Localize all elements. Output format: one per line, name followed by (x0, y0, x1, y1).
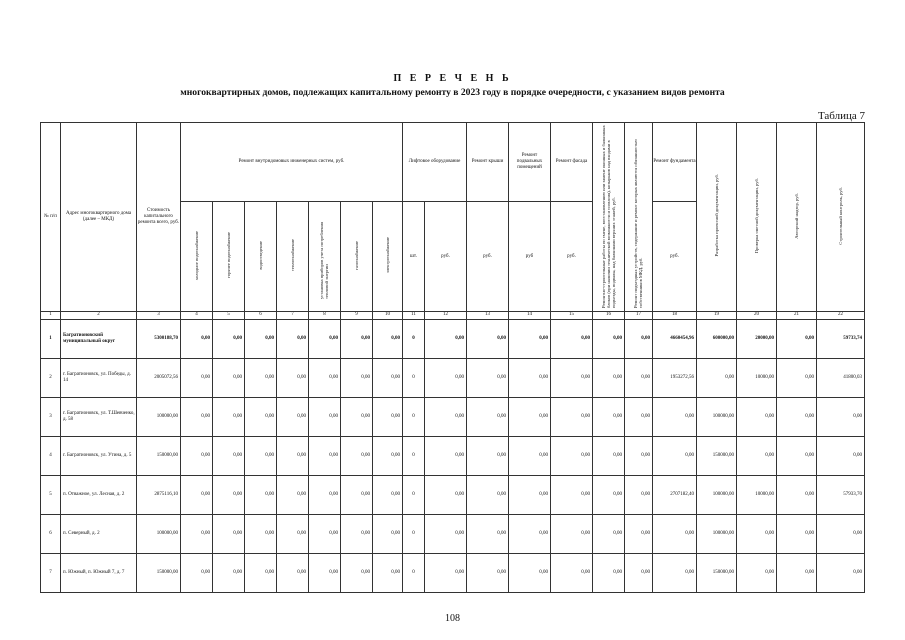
row-roof: 0,00 (467, 436, 509, 475)
col-header-basement: Ремонт подвальных помещений (509, 123, 551, 202)
row-design-docs: 100000,00 (697, 514, 737, 553)
col-number: 21 (777, 311, 817, 319)
sub-header-roof-rub: руб. (467, 202, 509, 312)
col-number: 15 (551, 311, 593, 319)
row-gas: 0,00 (341, 514, 373, 553)
sub-header-cold-water: холодное водоснабжение (181, 202, 213, 312)
col-number: 17 (625, 311, 653, 319)
row-number: 4 (41, 436, 61, 475)
table-row (41, 475, 865, 514)
row-construction-control: 41800,03 (817, 358, 865, 397)
row-facade-works: 0,00 (593, 475, 625, 514)
document-title: П Е Р Е Ч Е Н Ь (393, 73, 512, 84)
row-number: 1 (41, 319, 61, 358)
row-design-docs: 100000,00 (697, 397, 737, 436)
row-roof: 0,00 (467, 475, 509, 514)
row-cold-water: 0,00 (181, 358, 213, 397)
row-foundation: 2707182,40 (653, 475, 697, 514)
page-number: 108 (445, 613, 460, 624)
sub-header-lift-pcs: шт. (403, 202, 425, 312)
column-number-row (41, 311, 865, 319)
row-estimate-check: 0,00 (737, 397, 777, 436)
row-facade: 0,00 (551, 358, 593, 397)
row-drainage: 0,00 (245, 436, 277, 475)
row-electricity: 0,00 (373, 514, 403, 553)
row-foundation: 1953272,56 (653, 358, 697, 397)
row-heating: 0,00 (277, 514, 309, 553)
row-heating: 0,00 (277, 319, 309, 358)
row-hot-water: 0,00 (213, 475, 245, 514)
row-drainage: 0,00 (245, 553, 277, 592)
row-drainage: 0,00 (245, 319, 277, 358)
row-heating: 0,00 (277, 553, 309, 592)
row-estimate-check: 10000,00 (737, 358, 777, 397)
row-number: 7 (41, 553, 61, 592)
row-facade-works: 0,00 (593, 514, 625, 553)
row-address: г. Багратионовск, ул. Утина, д. 5 (61, 436, 137, 475)
row-facade-works: 0,00 (593, 358, 625, 397)
row-metering: 0,00 (625, 514, 653, 553)
col-header-estimate-check: Проверка сметной документации, руб. (737, 123, 777, 312)
row-author-supervision: 0,00 (777, 358, 817, 397)
repair-list-table (40, 122, 865, 593)
row-address: Багратионовский муниципальный округ (61, 319, 137, 358)
row-lift-pcs: 0 (403, 358, 425, 397)
col-number: 6 (245, 311, 277, 319)
row-design-docs: 0,00 (697, 358, 737, 397)
row-cold-water: 0,00 (181, 436, 213, 475)
row-heat-meters: 0,00 (309, 436, 341, 475)
row-estimate-check: 0,00 (737, 514, 777, 553)
col-header-design-docs: Разработка проектной документации, руб. (697, 123, 737, 312)
col-header-foundation: Ремонт фундамента (653, 123, 697, 202)
row-gas: 0,00 (341, 358, 373, 397)
row-construction-control: 0,00 (817, 514, 865, 553)
row-electricity: 0,00 (373, 475, 403, 514)
row-hot-water: 0,00 (213, 553, 245, 592)
row-electricity: 0,00 (373, 358, 403, 397)
col-number: 2 (61, 311, 137, 319)
row-author-supervision: 0,00 (777, 436, 817, 475)
sub-header-drainage: водоотведение (245, 202, 277, 312)
row-total-cost: 150000,00 (137, 436, 181, 475)
sub-header-heating: теплоснабжение (277, 202, 309, 312)
row-address: г. Багратионовск, ул. Т.Шевченко, д. 58 (61, 397, 137, 436)
row-cold-water: 0,00 (181, 514, 213, 553)
row-facade-works: 0,00 (593, 553, 625, 592)
row-facade: 0,00 (551, 397, 593, 436)
row-basement: 0,00 (509, 475, 551, 514)
row-hot-water: 0,00 (213, 514, 245, 553)
row-construction-control: 57933,70 (817, 475, 865, 514)
row-gas: 0,00 (341, 475, 373, 514)
row-metering: 0,00 (625, 358, 653, 397)
row-lift-rub: 0,00 (425, 397, 467, 436)
col-number: 12 (425, 311, 467, 319)
sub-header-facade-rub: руб. (551, 202, 593, 312)
row-metering: 0,00 (625, 397, 653, 436)
row-roof: 0,00 (467, 358, 509, 397)
col-header-total-cost: Стоимость капитального ремонта всего, руб. (137, 123, 181, 312)
table-body (41, 319, 865, 592)
col-header-author-supervision: Авторский надзор, руб. (777, 123, 817, 312)
row-drainage: 0,00 (245, 514, 277, 553)
row-hot-water: 0,00 (213, 436, 245, 475)
row-lift-pcs: 0 (403, 514, 425, 553)
row-foundation: 0,00 (653, 397, 697, 436)
row-design-docs: 100000,00 (697, 475, 737, 514)
row-lift-pcs: 0 (403, 553, 425, 592)
row-lift-pcs: 0 (403, 319, 425, 358)
row-heat-meters: 0,00 (309, 358, 341, 397)
row-metering: 0,00 (625, 436, 653, 475)
row-lift-pcs: 0 (403, 475, 425, 514)
col-header-lift: Лифтовое оборудование (403, 123, 467, 202)
row-address: г. Багратионовск, ул. Победы, д. 14 (61, 358, 137, 397)
col-number: 10 (373, 311, 403, 319)
row-roof: 0,00 (467, 397, 509, 436)
row-estimate-check: 0,00 (737, 436, 777, 475)
row-total-cost: 2875116,10 (137, 475, 181, 514)
row-number: 2 (41, 358, 61, 397)
row-author-supervision: 0,00 (777, 475, 817, 514)
row-roof: 0,00 (467, 319, 509, 358)
document-subtitle: многоквартирных домов, подлежащих капитальному ремонту в 2023 году в порядке очередности, с указанием видов ремонта (180, 87, 725, 98)
row-foundation: 0,00 (653, 553, 697, 592)
row-estimate-check: 0,00 (737, 553, 777, 592)
row-facade: 0,00 (551, 475, 593, 514)
row-facade-works: 0,00 (593, 397, 625, 436)
row-hot-water: 0,00 (213, 319, 245, 358)
col-header-num: № п/п (41, 123, 61, 312)
row-construction-control: 59733,74 (817, 319, 865, 358)
row-construction-control: 0,00 (817, 436, 865, 475)
col-number: 8 (309, 311, 341, 319)
row-basement: 0,00 (509, 553, 551, 592)
row-heat-meters: 0,00 (309, 397, 341, 436)
row-lift-rub: 0,00 (425, 514, 467, 553)
sub-header-lift-rub: руб. (425, 202, 467, 312)
row-gas: 0,00 (341, 319, 373, 358)
row-heating: 0,00 (277, 358, 309, 397)
row-basement: 0,00 (509, 397, 551, 436)
row-basement: 0,00 (509, 514, 551, 553)
row-drainage: 0,00 (245, 358, 277, 397)
row-author-supervision: 0,00 (777, 397, 817, 436)
row-cold-water: 0,00 (181, 553, 213, 592)
col-header-construction-control: Строительный контроль, руб. (817, 123, 865, 312)
col-number: 13 (467, 311, 509, 319)
row-design-docs: 150000,00 (697, 436, 737, 475)
row-basement: 0,00 (509, 319, 551, 358)
col-number: 19 (697, 311, 737, 319)
col-number: 4 (181, 311, 213, 319)
row-electricity: 0,00 (373, 397, 403, 436)
row-author-supervision: 0,00 (777, 514, 817, 553)
col-header-internal-systems: Ремонт внутридомовых инженерных систем, руб. (181, 123, 403, 202)
row-cold-water: 0,00 (181, 319, 213, 358)
row-cold-water: 0,00 (181, 475, 213, 514)
row-foundation: 4660454,96 (653, 319, 697, 358)
row-lift-rub: 0,00 (425, 319, 467, 358)
row-electricity: 0,00 (373, 553, 403, 592)
row-basement: 0,00 (509, 436, 551, 475)
row-construction-control: 0,00 (817, 553, 865, 592)
col-number: 18 (653, 311, 697, 319)
row-heat-meters: 0,00 (309, 319, 341, 358)
sub-header-heat-meters: установка приборов учета потребления тепловой энергии (309, 202, 341, 312)
row-facade: 0,00 (551, 436, 593, 475)
row-facade: 0,00 (551, 514, 593, 553)
sub-header-gas: газоснабжение (341, 202, 373, 312)
row-drainage: 0,00 (245, 397, 277, 436)
row-author-supervision: 0,00 (777, 319, 817, 358)
row-hot-water: 0,00 (213, 397, 245, 436)
row-drainage: 0,00 (245, 475, 277, 514)
row-estimate-check: 10000,00 (737, 475, 777, 514)
row-number: 3 (41, 397, 61, 436)
row-total-cost: 150000,00 (137, 553, 181, 592)
row-estimate-check: 20000,00 (737, 319, 777, 358)
col-number: 9 (341, 311, 373, 319)
sub-header-hot-water: горячее водоснабжение (213, 202, 245, 312)
row-lift-rub: 0,00 (425, 553, 467, 592)
row-hot-water: 0,00 (213, 358, 245, 397)
col-number: 1 (41, 311, 61, 319)
row-total-cost: 2005072,56 (137, 358, 181, 397)
row-cold-water: 0,00 (181, 397, 213, 436)
row-address: п. Отважное, ул. Лесная, д. 2 (61, 475, 137, 514)
row-heating: 0,00 (277, 436, 309, 475)
table-row (41, 397, 865, 436)
row-lift-rub: 0,00 (425, 358, 467, 397)
table-row (41, 319, 865, 358)
col-header-metering: Ремонт подъездных устройств, содержание и ремонт которых являются обязанностью собственников МКД, руб. (625, 123, 653, 312)
col-number: 11 (403, 311, 425, 319)
row-heat-meters: 0,00 (309, 475, 341, 514)
row-number: 5 (41, 475, 61, 514)
row-lift-pcs: 0 (403, 436, 425, 475)
row-gas: 0,00 (341, 553, 373, 592)
row-electricity: 0,00 (373, 319, 403, 358)
row-total-cost: 5300188,70 (137, 319, 181, 358)
table-row (41, 358, 865, 397)
row-roof: 0,00 (467, 514, 509, 553)
sub-header-foundation-rub: руб. (653, 202, 697, 312)
col-number: 22 (817, 311, 865, 319)
row-metering: 0,00 (625, 553, 653, 592)
row-construction-control: 0,00 (817, 397, 865, 436)
table-row (41, 553, 865, 592)
table-label: Таблица 7 (817, 110, 865, 122)
row-facade: 0,00 (551, 553, 593, 592)
row-author-supervision: 0,00 (777, 553, 817, 592)
row-design-docs: 600000,00 (697, 319, 737, 358)
sub-header-electricity: электроснабжение (373, 202, 403, 312)
sub-header-basement-rub: руб (509, 202, 551, 312)
table-row (41, 514, 865, 553)
col-header-address: Адрес многоквартирного дома (далее – МКД) (61, 123, 137, 312)
col-header-facade-works: Ремонтно-строительные работы по смене, восстановлению или замене оконных и балконных блоков (при наличии технической возможности и согласия), козырьков над входами в подъезды, подвалы, над балконами верхних этажей, руб. (593, 123, 625, 312)
row-gas: 0,00 (341, 397, 373, 436)
col-number: 16 (593, 311, 625, 319)
table-row (41, 436, 865, 475)
row-address: п. Южный, п. Южный 7, д. 7 (61, 553, 137, 592)
row-gas: 0,00 (341, 436, 373, 475)
row-total-cost: 100000,00 (137, 397, 181, 436)
row-foundation: 0,00 (653, 514, 697, 553)
col-number: 3 (137, 311, 181, 319)
row-heating: 0,00 (277, 475, 309, 514)
row-number: 6 (41, 514, 61, 553)
row-metering: 0,00 (625, 319, 653, 358)
col-header-roof: Ремонт крыши (467, 123, 509, 202)
row-lift-rub: 0,00 (425, 475, 467, 514)
row-design-docs: 150000,00 (697, 553, 737, 592)
col-number: 7 (277, 311, 309, 319)
col-header-facade: Ремонт фасада (551, 123, 593, 202)
col-number: 5 (213, 311, 245, 319)
row-total-cost: 100000,00 (137, 514, 181, 553)
row-lift-rub: 0,00 (425, 436, 467, 475)
row-heating: 0,00 (277, 397, 309, 436)
row-facade-works: 0,00 (593, 319, 625, 358)
row-metering: 0,00 (625, 475, 653, 514)
col-number: 20 (737, 311, 777, 319)
col-number: 14 (509, 311, 551, 319)
row-electricity: 0,00 (373, 436, 403, 475)
row-roof: 0,00 (467, 553, 509, 592)
row-facade-works: 0,00 (593, 436, 625, 475)
row-heat-meters: 0,00 (309, 514, 341, 553)
row-address: п. Северный, д. 2 (61, 514, 137, 553)
row-foundation: 0,00 (653, 436, 697, 475)
row-heat-meters: 0,00 (309, 553, 341, 592)
row-basement: 0,00 (509, 358, 551, 397)
row-facade: 0,00 (551, 319, 593, 358)
row-lift-pcs: 0 (403, 397, 425, 436)
